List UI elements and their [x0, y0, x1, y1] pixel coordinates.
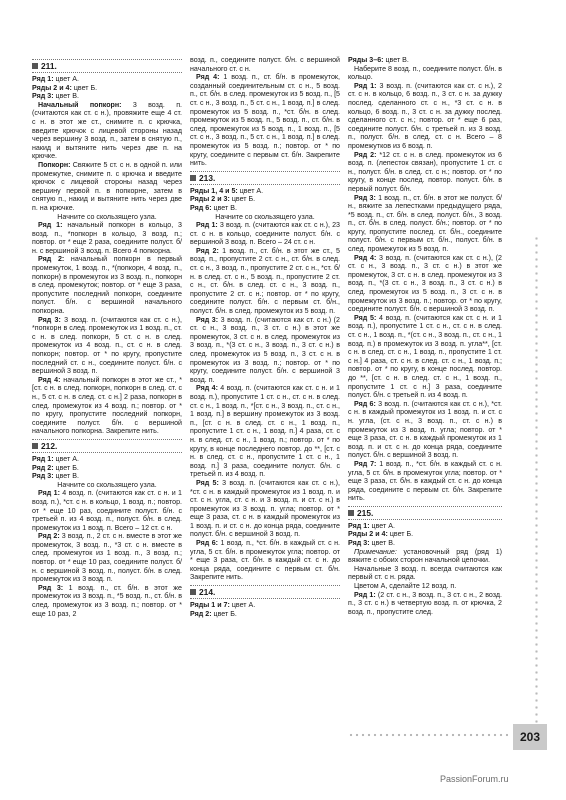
yarn-line: Ряды 3–6: цвет В.	[348, 56, 409, 64]
decorative-dots-horizontal	[348, 733, 508, 737]
row-instruction: Ряд 1: 3 возд. п. (считаются как ст. с н.), 23 ст. с н. в кольцо, соедините полуст. б/н. с вершиной 3 возд. п. Всего – 24 ст. с н.	[190, 221, 340, 247]
yarn-line: Ряды 2 и 4: цвет Б.	[348, 530, 414, 539]
row-instruction: Ряд 4: начальный попкорн в этот же ст., *[ст. с н. в след. попкорн, попкорн в след. ст. с н., 5 ст. с н. в след. ст. с н.] 2 раза, попкорн в след. промежуток из 4 возд. п.; повтор. от * по кругу, пропустите последний попкорн, соедините полуст. б/н. с вершиной начального попкорна. Закрепите нить.	[32, 375, 182, 436]
row-instruction: Ряд 3: 3 возд. п. (считаются как ст. с н.), *попкорн в след. промежуток из 1 возд. п., ст. с н. в след. попкорн, 5 ст. с н. в след. промежуток из 4 возд. п., ст. с н. в след. попкорн; повтор. от * по кругу, пропустите последний ст. с н., соедините полуст. б/н. с вершиной 3 возд. п.	[32, 315, 182, 376]
yarn-line: Ряд 3: цвет В.	[32, 472, 79, 481]
row-instruction: Ряд 2: начальный попкорн в первый промежуток, 1 возд. п., *(попкорн, 4 возд. п., попкорн) в промежуток из 3 возд. п., попкорн в след. промежуток; повтор. от * еще 3 раза, пропустите последний попкорн, соедините полуст. б/н. с вершиной начального попкорна.	[32, 255, 182, 316]
square-bullet-icon	[190, 589, 196, 595]
yarn-line: Ряды 1, 4 и 5: цвет А.	[190, 186, 264, 195]
column-right	[348, 56, 502, 732]
yarn-line: Ряд 1: цвет А.	[348, 521, 395, 530]
section-213-header	[190, 171, 340, 185]
row-instruction: Ряд 4: 4 возд. п. (считаются как ст. с н. и 1 возд. п.), пропустите 1 ст. с н., ст. с н. в след. ст. с н., 1 возд. п., *[ст. с н., 3 возд. п., ст. с н., 1 возд. п.] в вершину промежуток из 3 возд. п., [ст. с н. в след. ст. с н., 1 возд. п., пропустите 1 ст. с н., 1 возд. п.] 4 раза, ст. с н. в след. ст. с н., 1 возд. п.; повтор. от * по кругу, в конце последнего повтор. до **, [ст. с н. в след. ст. с н., пропустите 1 ст. с н., 1 возд. п.] 3 раза, соедините полуст. б/н. с третьей п. из 4 возд. п.	[190, 384, 340, 479]
row-instruction: Ряд 3: 1 возд. п., ст. б/н. в этот же полуст. б/н., вяжите за лепестками предыдущего ряда, *5 возд. п., ст. б/н. в след. полуст. б/н., 3 возд. п., ст. б/н. в след. полуст. б/н.; повтор. от * по кругу, пропустите послед. ст. б/н., соедините полуст. б/н. с первым ст. б/н., полуст. б/н. в след. промежуток из 5 возд. п.	[348, 193, 502, 254]
instruction-start: Начните со скользящего узла.	[57, 480, 157, 489]
watermark: PassionForum.ru	[440, 774, 509, 784]
instruction-intro: Цветом А, сделайте 12 возд. п.	[354, 582, 457, 591]
yarn-line: Ряд 3: цвет В.	[32, 92, 79, 101]
square-bullet-icon	[190, 175, 196, 181]
yarn-line: Ряды 1 и 7: цвет А.	[190, 601, 256, 610]
square-bullet-icon	[32, 443, 38, 449]
decorative-dots-vertical	[535, 235, 538, 725]
section-215-header	[348, 506, 502, 520]
yarn-line: Ряд 2: цвет Б.	[190, 609, 237, 618]
row-instruction: Ряд 1: начальный попкорн в кольцо, 3 возд. п., *попкорн в кольцо, 3 возд. п.; повтор. от * еще 2 раза, соедините полуст. б/н. с вершиной 3 возд. п. Всего 4 попкорна.	[32, 221, 182, 255]
column-left	[32, 56, 182, 724]
section-211-title: 211.	[41, 61, 57, 71]
square-bullet-icon	[348, 510, 354, 516]
column-middle	[190, 56, 340, 732]
yarn-line: Ряды 2 и 3: цвет Б.	[190, 195, 256, 204]
row-instruction: Ряд 1: (2 ст. с н., 3 возд. п., 3 ст. с н., 2 возд. п., 3 ст. с н.) в четвертую возд. п. от крючка, 2 возд. п., пропустите след.	[348, 590, 502, 616]
row-instruction: Ряд 2: *12 ст. с н. в след. промежуток из 6 возд. п. (лепесток связан), пропустите 1 ст. с н., полуст. б/н. в след. ст. с н.; повтор. от * по кругу, в конце послед. повтор. полуст. б/н. в первый полуст. б/н.	[348, 150, 502, 193]
section-214-title: 214.	[199, 587, 216, 598]
section-215-title: 215.	[357, 507, 374, 518]
row-instruction: Ряд 3: 3 возд. п. (считаются как ст. с н.) (2 ст. с н., 3 возд. п., 3 ст. с н.) в этот же промежуток, 3 ст. с н. в след. промежуток из 3 возд. п., *(3 ст. с н., 3 возд. п., 3 ст. с н.) в след. промежуток из 5 возд. п., 3 ст. с н. в промежуток из 3 возд. п.; повтор. от * по кругу, соедините полуст. б/н. с вершиной 3 возд. п.	[190, 315, 340, 384]
instruction-intro: Наберите 8 возд. п., соедините полуст. б/н. в кольцо.	[348, 64, 502, 82]
row-instruction: Ряд 6: 1 возд. п., *ст. б/н. в каждый ст. с н. угла, 5 ст. б/н. в промежуток угла; повтор. от * еще 3 раза, ст. б/н. в каждый ст. с н. до конца ряда, соедините с первым ст. б/н. Закрепите нить.	[190, 539, 340, 582]
section-214-header	[190, 585, 340, 599]
instruction-paragraph: Начальный попкорн: 3 возд. п. (считаются как ст. с н.), провяжите еще 4 ст. с н. в этот же ст., снимите п. с крючка, введите крючок с лицевой стороны назад через вершину 3 возд. п., затем в снятую п., накид и вытяните нить через две п. на крючке.	[32, 100, 182, 161]
row-instruction: Ряд 5: 4 возд. п. (считаются как ст. с н. и 1 возд. п.), пропустите 1 ст. с н., ст. с н. в след. ст. с н., 1 возд. п., *(ст. с н., 3 возд. п., ст. с н., 1 возд. п.) в промежуток из 3 возд. п. угла**, [ст. с н. в след. ст. с н., 1 возд. п., пропустите 1 ст. с н.] 4 раза, ст. с н. в след. ст. с н., 1 возд. п.; повтор. от * по кругу, в конце послед. повтор. до **, [ст. с н. в след. ст. с н., 1 возд. п., пропустите 1 ст. с н.] 3 раза, соедините полуст. б/н. с третьей п. из 4 возд. п.	[348, 313, 502, 400]
section-213-title: 213.	[199, 172, 216, 183]
yarn-line: Ряд 1: цвет А.	[32, 454, 79, 463]
page-number: 203	[513, 724, 547, 750]
yarn-line: Ряд 6: цвет В.	[190, 203, 237, 212]
square-bullet-icon	[32, 63, 38, 69]
section-211-header	[32, 59, 182, 73]
row-instruction: Ряд 3: 1 возд. п., ст. б/н. в этот же промежуток из 3 возд. п., *5 возд. п., ст. б/н. в след. промежуток из 3 возд. п.; повтор. от * еще 10 раз, 2	[32, 583, 182, 618]
yarn-line: Ряд 1: цвет А.	[32, 75, 79, 83]
instruction-start: Начните со скользящего узла.	[57, 212, 157, 221]
row-instruction: Ряд 1: 4 возд. п. (считаются как ст. с н. и 1 возд. п.), *ст. с н. в кольцо, 1 возд. п.; повтор. от * еще 10 раз, соедините полуст. б/н. с третьей п. из 4 возд. п., полуст. б/н. в след. промежуток из 1 возд. п. Всего – 12 ст. с н.	[32, 489, 182, 532]
continuation-text: возд. п., соедините полуст. б/н. с вершиной начального ст. с н.	[190, 56, 340, 73]
instruction-start: Начните со скользящего узла.	[215, 212, 315, 221]
row-instruction: Ряд 2: 1 возд. п., ст. б/н. в этот же ст., 5 возд. п., пропустите 2 ст. с н., ст. б/н. в след. ст. с н., 3 возд. п., пропустите 2 ст. с н., *ст. б/н. в след. ст. с н., 5 возд. п., пропустите 2 ст. с н., ст. б/н. в след. ст. с н., 3 возд. п., пропустите 2 ст. с н.; повтор. от * по кругу, соедините полуст. б/н. с первым ст. б/н., полуст. б/н. в след. промежуток из 5 возд. п.	[190, 246, 340, 316]
yarn-line: Ряд 3: цвет В.	[348, 539, 395, 548]
yarn-line: Ряд 2: цвет Б.	[32, 463, 79, 472]
instruction-paragraph: Попкорн: Свяжите 5 ст. с н. в одной п. или промежутке, снимите п. с крючка и введите крючок с лицевой стороны назад через вершину первой п. в попкорне, затем в снятую п., накид и вытяните нить через две п. на крючке.	[32, 160, 182, 212]
row-instruction: Ряд 4: 1 возд. п., ст. б/н. в промежуток, созданный соединительным ст. с н., 5 возд. п., ст. б/н. в след. промежуток из 5 возд. п., [5 ст. с н., 3 возд. п., 5 ст. с н., 1 возд. п.] в след. промежуток из 5 возд. п., *ст. б/н. в след. промежуток из 5 возд. п., 5 возд. п., ст. б/н. в след. промежуток из 5 возд. п., 1 возд. п., [5 ст. с н., 3 возд. п., 5 ст. с н., 1 возд. п.] в след. промежуток из 5 возд. п.; повтор. от * по кругу, соедините с первым ст. б/н. Закрепите нить.	[190, 73, 340, 168]
section-212-title: 212.	[41, 440, 58, 451]
row-instruction: Ряд 7: 1 возд. п., *ст. б/н. в каждый ст. с н. угла, 5 ст. б/н. в промежуток угла; повтор. от * еще 3 раза, ст. б/н. в каждый ст. с н. до конца ряда, соедините с первым ст. б/н. Закрепите нить.	[348, 459, 502, 503]
note-paragraph: Примечание: установочный ряд (ряд 1) вяжите с обоих сторон начальной цепочки.	[348, 547, 502, 565]
row-instruction: Ряд 1: 3 возд. п. (считаются как ст. с н.), 2 ст. с н. в кольцо, 6 возд. п., 3 ст. с н. за дужку послед. сделанного ст. с н., *3 ст. с н. в кольцо, 6 возд. п., 3 ст. с н. за дужку послед. сделанного ст. с н.; повтор. от * еще 6 раз, соедините полуст. б/н. с третьей п. из 3 возд. п., полуст. б/н. в след. ст. с н. Всего – 8 промежутков из 6 возд. п.	[348, 81, 502, 150]
row-instruction: Ряд 5: 3 возд. п. (считаются как ст. с н.), *ст. с н. в каждый промежуток из 1 возд. п. и ст. с н. угла, ст. с н. и 3 возд. п. и ст. с н.) в промежуток из 3 возд. п. угла; повтор. от * еще 3 раза, ст. с н. в каждый промежуток из 1 возд. п. и ст. с н. до конца ряда, соедините полуст. б/н. с вершиной 3 возд. п.	[190, 478, 340, 539]
section-212-header	[32, 439, 182, 453]
row-instruction: Ряд 2: 3 возд. п., 2 ст. с н. вместе в этот же промежуток, 3 возд. п., *3 ст. с н. вместе в след. промежуток из 1 возд. п., 3 возд. п.; повтор. от * еще 10 раз, соедините полуст. б/н. с вершиной 3 возд. п., полуст. б/н. в след. промежуток из 3 возд. п.	[32, 532, 182, 584]
instruction-intro: Начальные 3 возд. п. всегда считаются как первый ст. с н. ряда.	[348, 564, 502, 582]
row-instruction: Ряд 6: 3 возд. п. (считаются как ст. с н.), *ст. с н. в каждый промежуток из 1 возд. п. и ст. с н. угла, (ст. с н., 3 возд. п., ст. с н.) в промежуток из 3 возд. п. угла; повтор. от * еще 3 раза, ст. с н. в каждый промежуток из 1 возд. п. и ст. с н. до конца ряда, соедините полуст. б/н. с вершиной 3 возд. п.	[348, 399, 502, 460]
row-instruction: Ряд 4: 3 возд. п. (считаются как ст. с н.), (2 ст. с н., 3 возд. п., 3 ст. с н.) в этот же промежуток, 3 ст. с н. в след. промежуток из 3 возд. п., *(3 ст. с н., 3 возд. п., 3 ст. с н.) в след. промежуток из 5 возд. п., 3 ст. с н. в промежуток из 3 возд. п.; повтор. от * по кругу, соедините полуст. б/н. с вершиной 3 возд. п.	[348, 253, 502, 314]
yarn-line: Ряды 2 и 4: цвет Б.	[32, 83, 98, 92]
